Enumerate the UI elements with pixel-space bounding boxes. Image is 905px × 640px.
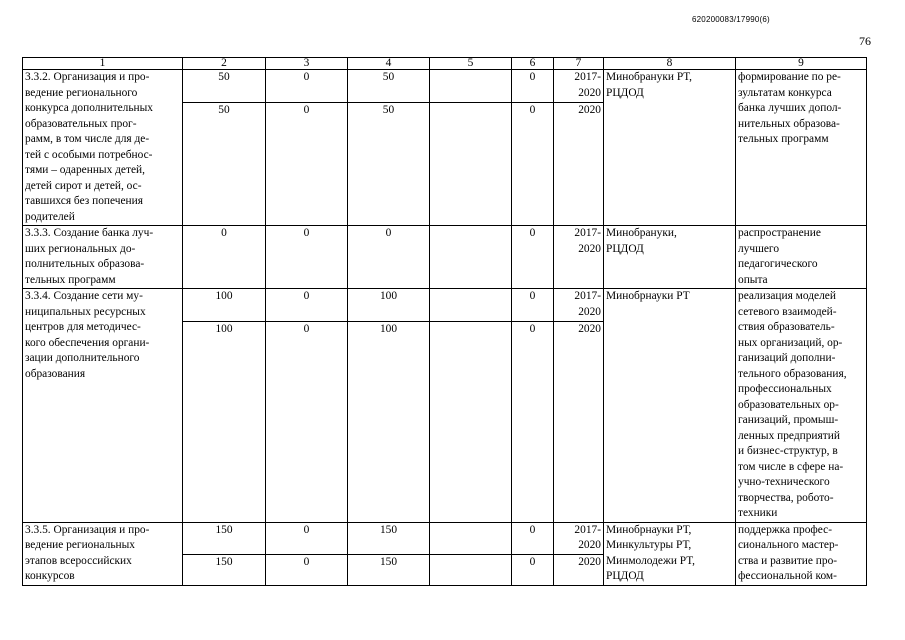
program-table [22,57,867,586]
value-cell: 0 [512,70,554,103]
result-cell: поддержка профес- сионального мастер- ства и развитие про- фессиональной ком- [736,522,867,585]
table-row [23,70,867,103]
activity-name: 3.3.5. Организация и про- ведение региональных этапов всероссийских конкурсов [23,522,183,585]
document-number: 620200083/17990(6) [692,15,770,24]
value-cell: 150 [183,554,266,585]
value-cell: 0 [266,103,348,226]
value-cell: 0 [512,522,554,554]
executor-cell: Минобрануки, РЦДОД [604,226,736,289]
period-cell: 2017- 2020 [554,522,604,554]
header-cell: 1 [23,58,183,70]
result-cell: реализация моделей сетевого взаимодей- ствия образователь- ных организаций, ор- ганизаций дополни- тельного образования, профессиональных образовательных ор- ганизаций, промыш- ленных предприятий и бизнес-структур, в том числе в сфере на- учно-технического творчества, робото- техники [736,289,867,523]
header-cell: 5 [430,58,512,70]
header-cell: 8 [604,58,736,70]
header-row [23,58,867,70]
value-cell: 100 [348,322,430,522]
header-cell: 4 [348,58,430,70]
value-cell: 150 [183,522,266,554]
period-cell: 2017- 2020 [554,226,604,289]
value-cell: 0 [266,226,348,289]
value-cell [430,522,512,554]
value-cell: 150 [348,522,430,554]
value-cell [430,322,512,522]
period-cell: 2017- 2020 [554,289,604,322]
period-cell: 2017- 2020 [554,70,604,103]
header-cell: 9 [736,58,867,70]
executor-cell: Минобрнауки РТ, Минкультуры РТ, Минмолодежи РТ, РЦДОД [604,522,736,585]
executor-cell: Минобрнауки РТ [604,289,736,523]
value-cell: 0 [512,226,554,289]
executor-cell: Минобрануки РТ, РЦДОД [604,70,736,226]
activity-name: 3.3.3. Создание банка луч- ших региональных до- полнительных образова- тельных программ [23,226,183,289]
header-cell: 2 [183,58,266,70]
value-cell: 100 [183,289,266,322]
table-row [23,226,867,289]
page-number: 76 [859,34,871,48]
header-cell: 6 [512,58,554,70]
table-row [23,289,867,322]
activity-name: 3.3.4. Создание сети му- ниципальных ресурсных центров для методичес- кого обеспечения органи- зации дополнительного образования [23,289,183,523]
value-cell [430,70,512,103]
value-cell: 150 [348,554,430,585]
value-cell: 0 [348,226,430,289]
period-cell: 2020 [554,322,604,522]
value-cell: 50 [348,70,430,103]
header-cell: 3 [266,58,348,70]
value-cell [430,103,512,226]
value-cell: 0 [266,322,348,522]
value-cell: 0 [266,554,348,585]
value-cell: 0 [266,70,348,103]
value-cell [430,289,512,322]
table-row [23,522,867,554]
value-cell: 0 [266,522,348,554]
result-cell: распространение лучшего педагогического опыта [736,226,867,289]
value-cell: 50 [348,103,430,226]
value-cell: 0 [512,103,554,226]
header-cell: 7 [554,58,604,70]
value-cell [430,226,512,289]
result-cell: формирование по ре- зультатам конкурса банка лучших допол- нительных образова- тельных программ [736,70,867,226]
value-cell: 0 [512,554,554,585]
value-cell: 0 [183,226,266,289]
period-cell: 2020 [554,103,604,226]
value-cell: 0 [512,322,554,522]
value-cell: 0 [266,289,348,322]
value-cell: 100 [183,322,266,522]
activity-name: 3.3.2. Организация и про- ведение регионального конкурса дополнительных образовательных прог- рамм, в том числе для де- тей с особыми потребнос- тями – одаренных детей, детей сирот и детей, ос- тавшихся без попечения родителей [23,70,183,226]
period-cell: 2020 [554,554,604,585]
value-cell: 50 [183,103,266,226]
value-cell: 50 [183,70,266,103]
value-cell: 100 [348,289,430,322]
value-cell: 0 [512,289,554,322]
value-cell [430,554,512,585]
